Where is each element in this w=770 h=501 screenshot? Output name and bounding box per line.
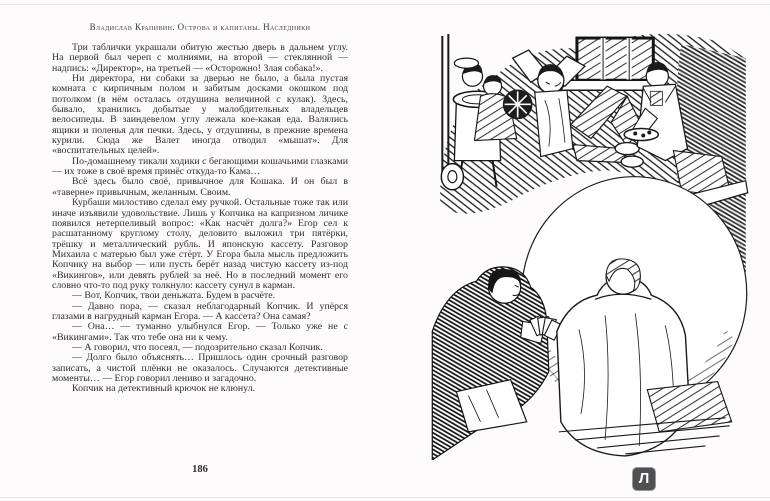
page-number: 186 [192, 464, 208, 475]
paragraph: Ни директора, ни собаки за дверью не было, а была пустая комната с кирпичным полом и забитым досками окошком под потолком (в нём осталась отдушина величиной с кулак). Здесь, бывало, хранились добытые у малобдительных владельцев велосипеды. В заиндевелом углу лежала кое-какая еда. Валялись ящики и поленья для печки. Здесь, у отдушины, в прежние времена курили. Сюда же Валет иногда отводил «мышат». Для «воспитательных целей». [52, 73, 348, 157]
running-head: Владислав Крапивин. Острова и капитаны. Наследники [89, 22, 311, 32]
photo-bottom-edge [0, 497, 770, 498]
paragraph: — Она… — туманно улыбнулся Егор. — Только уже не с «Викингами». Так что тебе она ни к чему. [52, 321, 348, 343]
wheel [504, 90, 532, 118]
paragraph: По-домашнему тикали ходики с бегающими кошачьими глазками — их тоже в своё время принёс откуда-то Кама… [52, 155, 348, 178]
labirint-logo: Л [633, 468, 655, 490]
paragraph: — Долго было объяснять… Пришлось один срочный разговор записать, а чистой плёнки не оказалось. Случаются детективные моменты… — Егор говорил лениво и загадочно. [52, 352, 348, 384]
paragraph: — А говорил, что посеял, — подозрительно сказал Копчик. [72, 341, 323, 353]
paragraph: Всё здесь было своё, привычное для Кошака. И он был в «таверне» привычным, желанным. Своим. [52, 176, 348, 198]
photo-top-edge [0, 4, 770, 5]
paragraph: Три таблички украшали обитую жестью дверь в дальнем углу. На первой был череп с молниями, на второй — стеклянной — надпись: «Директор», на третьей — «Осторожно! Злая собака!». [52, 42, 348, 74]
paragraph: Копчик на детективный крючок не клюнул. [72, 383, 256, 395]
book-illustration [428, 28, 750, 460]
paragraph: — Вот, Копчик, твои деньжата. Будем в расчёте. [72, 290, 276, 302]
paragraph: Курбаши милостиво сделал ему ручкой. Остальные тоже так или иначе изъявили удовольствие. Лишь у Копчика на капризном личике появился нетерпеливый вопрос: «Как насчёт долга?» Егор сел к расшатанному круглому столу, деловито выложил три пятёрки, трёшку и металлический рубль. И японскую кассету. Разговор Михаила с матерью был уже стёрт. У Егора была мысль предложить Копчику на выбор — или пусть берёт назад чистую кассету из-под «Викингов», или девять рублей за неё. Но в последний момент его словно что-то под руку толкнуло: кассету сунул в карман. [52, 197, 348, 291]
page-text-column [52, 43, 348, 395]
paragraph: — Давно пора, — сказал неблагодарный Копчик. И упёрся глазами в нагрудный карман Егора. — А кассета? Она самая? [52, 300, 348, 322]
